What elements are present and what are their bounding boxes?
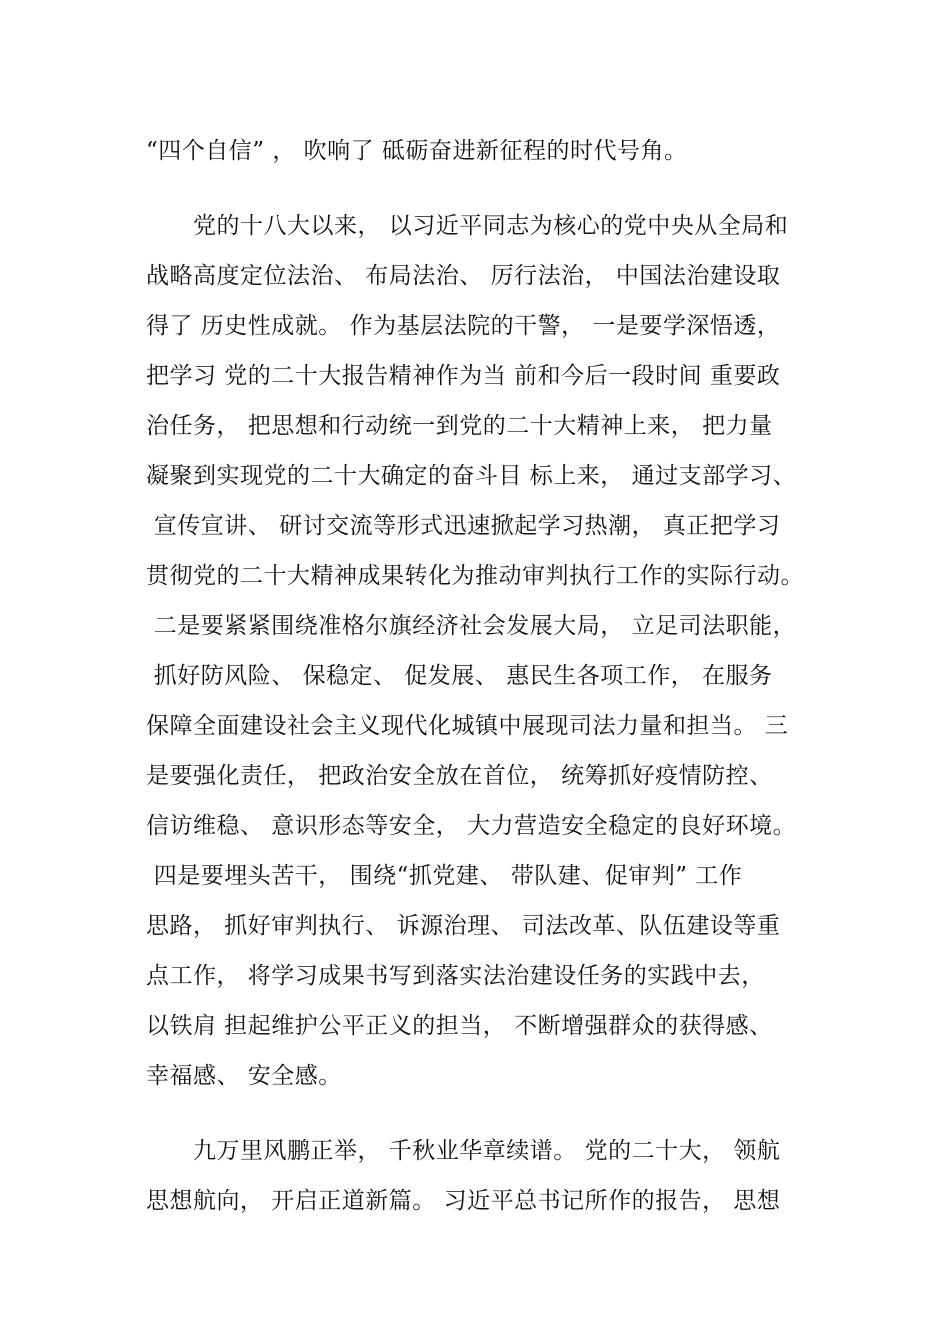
text-line: 治任务， 把思想和行动统一到党的二十大精神上来， 把力量 xyxy=(146,413,773,439)
paragraph-first-line: 九万里风鹏正举， 千秋业华章续谱。 党的二十大， 领航 xyxy=(193,1138,781,1164)
text-line: 得了 历史性成就。 作为基层法院的干警， 一是要学深悟透， xyxy=(146,313,781,339)
text-line: 二是要紧紧围绕准格尔旗经济社会发展大局， 立足司法职能， xyxy=(146,613,797,639)
text-line: 思想航向， 开启正道新篇。 习近平总书记所作的报告， 思想 xyxy=(146,1188,781,1214)
paragraph-first-line: 党的十八大以来， 以习近平同志为核心的党中央从全局和 xyxy=(193,213,789,239)
text-line: “四个自信” ， 吹响了 砥砺奋进新征程的时代号角。 xyxy=(146,138,688,164)
text-line: 宣传宣讲、 研讨交流等形式迅速掀起学习热潮， 真正把学习 xyxy=(146,513,781,539)
text-line: 以铁肩 担起维护公平正义的担当， 不断增强群众的获得感、 xyxy=(146,1013,773,1039)
text-line: 四是要埋头苦干， 围绕“抓党建、 带队建、促审判” 工作 xyxy=(146,863,743,889)
text-line: 把学习 党的二十大报告精神作为当 前和今后一段时间 重要政 xyxy=(146,363,781,389)
text-line: 点工作， 将学习成果书写到落实法治建设任务的实践中去， xyxy=(146,963,765,989)
text-line: 贯彻党的二十大精神成果转化为推动审判执行工作的实际行动。 xyxy=(146,563,804,589)
text-line: 凝聚到实现党的二十大确定的奋斗目 标上来， 通过支部学习、 xyxy=(146,463,797,489)
text-line: 战略高度定位法治、 布局法治、 厉行法治， 中国法治建设取 xyxy=(146,263,781,289)
text-line: 保障全面建设社会主义现代化城镇中展现司法力量和担当。 三 xyxy=(146,713,789,739)
text-line: 思路， 抓好审判执行、 诉源治理、 司法改革、队伍建设等重 xyxy=(146,913,781,939)
text-line: 抓好防风险、 保稳定、 促发展、 惠民生各项工作， 在服务 xyxy=(146,663,773,689)
text-line: 信访维稳、 意识形态等安全， 大力营造安全稳定的良好环境。 xyxy=(146,813,797,839)
text-line: 是要强化责任， 把政治安全放在首位， 统筹抓好疫情防控、 xyxy=(146,763,773,789)
text-line: 幸福感、 安全感。 xyxy=(146,1063,342,1089)
